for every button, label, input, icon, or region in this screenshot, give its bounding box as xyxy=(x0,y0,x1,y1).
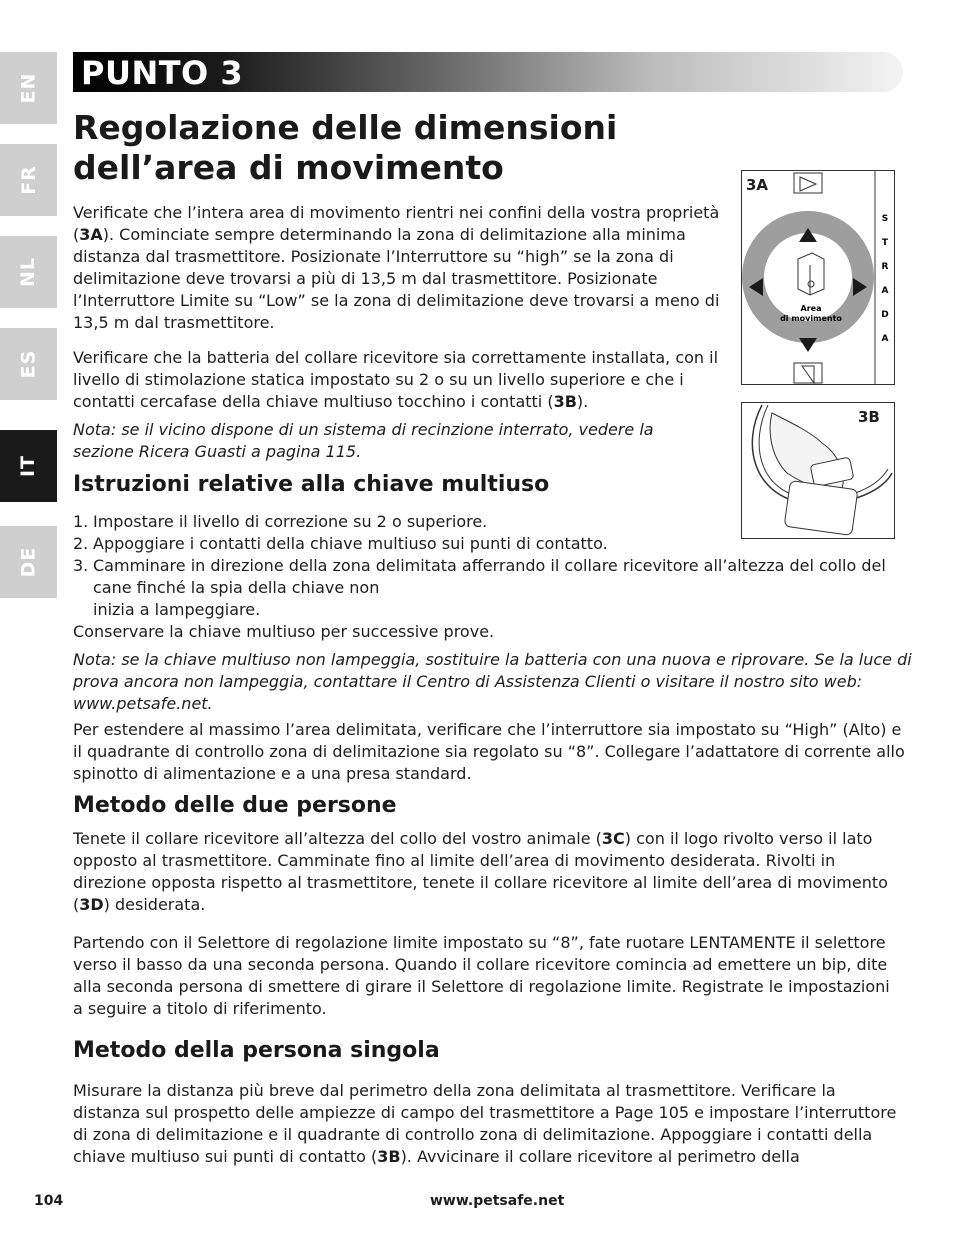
intro-paragraph-2 xyxy=(73,347,725,413)
page-number: 104 xyxy=(34,1193,64,1209)
lang-tab-fr[interactable] xyxy=(0,144,57,216)
single-person-paragraph xyxy=(73,1080,908,1168)
lang-tab-de[interactable] xyxy=(0,526,57,598)
area-label-line-1: Area xyxy=(800,304,822,313)
street-letter: A xyxy=(881,286,889,296)
step-number: 2. xyxy=(73,534,89,553)
street-letter: D xyxy=(881,310,889,320)
street-letter: T xyxy=(881,238,889,248)
step-text: Camminare in direzione della zona delimitata afferrando il collare ricevitore all’altezza del collo del cane finché la spia della chiave non xyxy=(93,556,886,597)
section-heading-two-person: Metodo delle due persone xyxy=(73,793,397,818)
receiver-collar-icon xyxy=(784,480,858,535)
section-heading-single-person: Metodo della persona singola xyxy=(73,1038,440,1063)
section-heading-key: Istruzioni relative alla chiave multiuso xyxy=(73,472,550,497)
intro-paragraph-1 xyxy=(73,202,725,334)
key-on-collar-illustration xyxy=(742,403,894,538)
footer-website[interactable]: www.petsafe.net xyxy=(430,1193,565,1209)
text: ). xyxy=(576,392,589,411)
figure-3a xyxy=(741,170,895,385)
two-person-paragraph-2: Partendo con il Selettore di regolazione limite impostato su “8”, fate ruotare LENTAMENTE il selettore verso il basso da una seconda persona. Quando il collare ricevitore comincia ad emettere un bip, dite alla seconda persona di smettere di girare il Selettore di regolazione limite. Registrate le impostazioni a seguire a titolo di riferimento. xyxy=(73,933,890,1018)
figure-ref: 3C xyxy=(601,829,625,848)
text: ) con il logo rivolto verso il lato opposto al trasmettitore. Camminate fino al limite dell’area di movimento desiderata. Rivolti in direzione opposta rispetto al trasmettitore, tenete il collare ricevitore al limite dell’area di movimento ( xyxy=(73,829,888,914)
step-banner xyxy=(73,52,903,92)
step-number: 1. xyxy=(73,512,89,531)
lang-tab-label: IT xyxy=(17,454,40,478)
title-line-2: dell’area di movimento xyxy=(73,148,504,187)
lang-tab-label: NL xyxy=(17,256,40,288)
lang-tab-label: FR xyxy=(17,165,40,195)
text: Verificate che l’intera area di movimento rientri nei confini della vostra proprietà ( xyxy=(73,203,720,244)
extend-paragraph: Per estendere al massimo l’area delimitata, verificare che l’interruttore sia impostato su “High” (Alto) e il quadrante di controllo zona di delimitazione sia regolato su “8”. Collegare l’adattatore di corrente allo spinotto di alimentazione e a una presa standard. xyxy=(73,720,905,783)
key-note: Nota: se la chiave multiuso non lampeggia, sostituire la batteria con una nuova e riprovare. Se la luce di prova ancora non lampeggia, contattare il Centro di Assistenza Clienti o visitare il nostro sito web: www.petsafe.net. xyxy=(73,650,912,713)
text: Misurare la distanza più breve dal perimetro della zona delimitata al trasmettitore. Verificare la distanza sul prospetto delle ampiezze di campo del trasmettitore a Page 105 e impostare l’interruttore di zona di delimitazione e il quadrante di controllo zona di delimitazione. Appoggiare i contatti della chiave multiuso sui punti di contatto ( xyxy=(73,1081,897,1166)
step-label: PUNTO 3 xyxy=(81,54,244,92)
lang-tab-en[interactable] xyxy=(0,52,57,124)
intro-note: Nota: se il vicino dispone di un sistema di recinzione interrato, vedere la sezione Ricera Guasti a pagina 115. xyxy=(73,420,654,461)
lang-tab-es[interactable] xyxy=(0,328,57,400)
text: Tenete il collare ricevitore all’altezza del collo del vostro animale ( xyxy=(73,829,602,848)
text: ). Cominciate sempre determinando la zona di delimitazione alla minima distanza dal trasmettitore. Posizionate l’Interruttore su “high” se la zona di delimitazione deve trovarsi a più di 13,5 m dal trasmettitore. Posizionate l’Interruttore Limite su “Low” se la zona di delimitazione deve trovarsi a meno di 13,5 m dal trasmettitore. xyxy=(73,225,720,332)
yard-diagram xyxy=(742,171,894,384)
figure-ref: 3D xyxy=(79,895,104,914)
text: ). Avvicinare il collare ricevitore al perimetro della xyxy=(400,1147,800,1166)
lang-tab-nl[interactable] xyxy=(0,236,57,308)
transmitter-icon xyxy=(798,253,824,295)
step-text: Appoggiare i contatti della chiave multiuso sui punti di contatto. xyxy=(93,534,608,553)
page-title xyxy=(73,108,693,188)
figure-ref: 3B xyxy=(377,1147,401,1166)
street-letter: R xyxy=(881,262,889,272)
step-text-continued: inizia a lampeggiare. xyxy=(93,600,261,619)
lang-tab-label: EN xyxy=(17,72,40,104)
house-icon xyxy=(794,363,822,383)
figure-ref: 3B xyxy=(553,392,577,411)
arrow-down-icon xyxy=(799,338,817,352)
lang-tab-label: ES xyxy=(17,349,40,379)
area-label-line-2: di movimento xyxy=(780,314,842,323)
title-line-1: Regolazione delle dimensioni xyxy=(73,108,618,147)
list-item xyxy=(73,555,913,621)
figure-3b xyxy=(741,402,895,539)
two-person-paragraph-1 xyxy=(73,828,893,916)
figure-ref: 3A xyxy=(79,225,103,244)
figure-label: 3B xyxy=(858,408,880,426)
street-letter: A xyxy=(881,334,889,344)
house-icon xyxy=(794,173,822,193)
lang-tab-it[interactable] xyxy=(0,430,57,502)
lang-tab-label: DE xyxy=(17,546,40,578)
step-text: Impostare il livello di correzione su 2 o superiore. xyxy=(93,512,488,531)
step-number: 3. xyxy=(73,556,89,575)
key-after-text: Conservare la chiave multiuso per successive prove. xyxy=(73,622,495,641)
text: Verificare che la batteria del collare ricevitore sia correttamente installata, con il livello di stimolazione statica impostato su 2 o su un livello superiore e che i contatti cercafase della chiave multiuso tocchino i contatti ( xyxy=(73,348,719,411)
street-letter: S xyxy=(881,214,889,224)
text: ) desiderata. xyxy=(103,895,206,914)
figure-label: 3A xyxy=(746,176,769,194)
